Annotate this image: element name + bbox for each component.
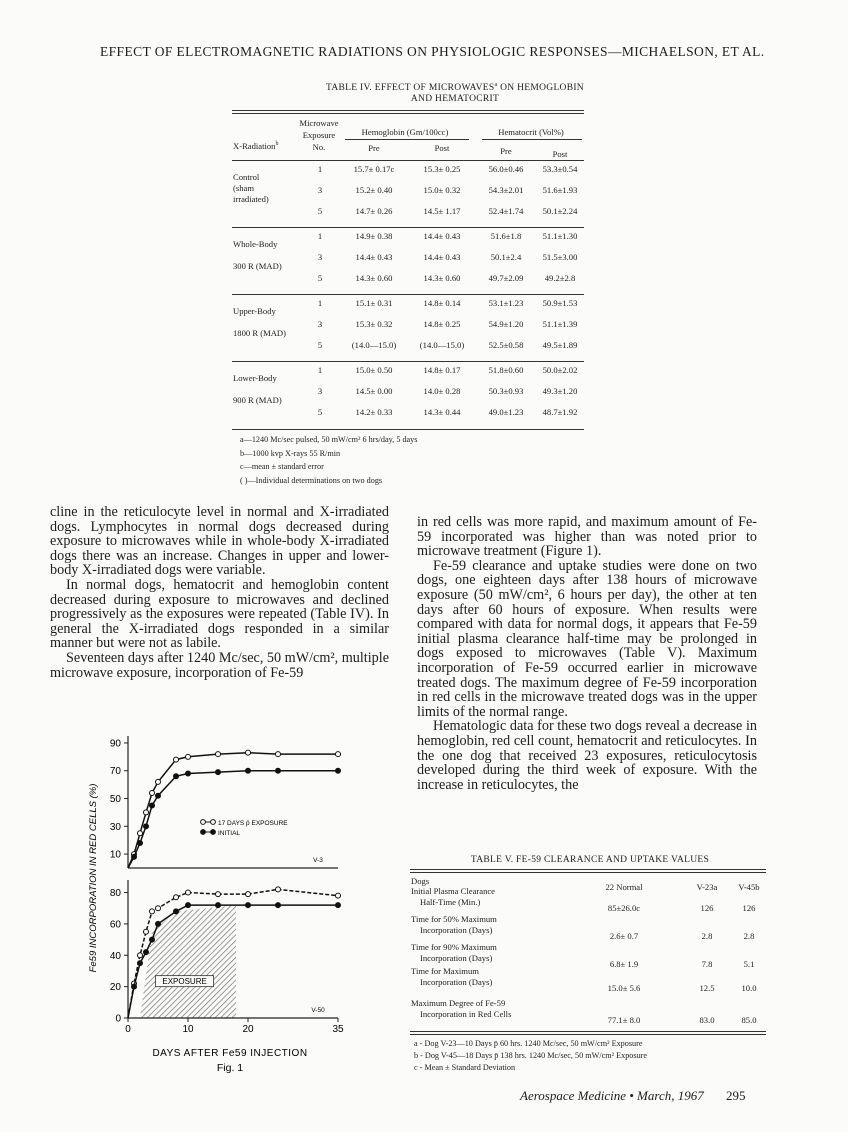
table4-group-label: Upper-Body — [233, 306, 276, 316]
table4-group-label: (sham — [233, 183, 255, 193]
table5-cell: 5.1 — [743, 959, 755, 969]
table5-cell: 126 — [700, 903, 714, 913]
table5-cell: 2.8 — [743, 931, 755, 941]
table5-row-label: Maximum Degree of Fe-59 — [411, 998, 506, 1008]
table4-cell: 14.7± 0.26 — [355, 206, 393, 216]
table4-cell: 3 — [317, 252, 323, 262]
table5-cell: 126 — [742, 903, 756, 913]
table5-footnotes — [414, 1038, 647, 1074]
table4-cell: 51.1±1.30 — [542, 231, 578, 241]
table5-row-label: Incorporation (Days) — [420, 953, 493, 963]
table5-row-label: Initial Plasma Clearance — [411, 886, 495, 896]
x-tick-label: 10 — [182, 1024, 194, 1035]
table5-col-header: 22 Normal — [605, 882, 643, 892]
table5-footnote-a: a - Dog V-23—10 Days p̄ 60 hrs. 1240 Mc/sec, 50 mW/cm² Exposure — [414, 1039, 643, 1048]
table4-cell: 5 — [317, 273, 323, 283]
y-axis-label: Fe59 INCORPORATION IN RED CELLS (%) — [88, 783, 99, 973]
table4-hct-pre: Pre — [500, 146, 512, 156]
exposure-label: EXPOSURE — [162, 977, 207, 987]
table4-cell: 1 — [317, 298, 323, 308]
table5-cell: 85±26.0c — [607, 903, 641, 913]
table4-cell: 51.1±1.39 — [542, 319, 578, 329]
table5-footnote-b: b - Dog V-45—18 Days p̄ 138 hrs. 1240 Mc/sec, 50 mW/cm² Exposure — [414, 1051, 648, 1060]
running-header: EFFECT OF ELECTROMAGNETIC RADIATIONS ON PHYSIOLOGIC RESPONSES—MICHAELSON, ET AL. — [100, 44, 765, 59]
table4-cell: 50.1±2.24 — [542, 206, 578, 216]
table4-subtitle: AND HEMATOCRIT — [410, 94, 500, 104]
table4-cell: 14.8± 0.17 — [423, 365, 461, 375]
table4-cell: 49.7±2.09 — [488, 273, 524, 283]
table5-title: TABLE V. FE-59 CLEARANCE AND UPTAKE VALUES — [470, 855, 710, 865]
table4-cell: 15.3± 0.25 — [423, 164, 461, 174]
table4-cell: 50.3±0.93 — [488, 386, 524, 396]
x-axis-label: DAYS AFTER Fe59 INJECTION — [152, 1048, 308, 1059]
table4-cell: 14.9± 0.38 — [355, 231, 393, 241]
table4-cell: 1 — [317, 365, 323, 375]
right-paragraph: in red cells was more rapid, and maximum amount of Fe-59 incorporated was higher than was noted prior to microwave treatment (Figure 1). — [417, 514, 757, 560]
table4-cell: 14.3± 0.60 — [423, 273, 461, 283]
table5-cell: 83.0 — [699, 1015, 715, 1025]
table4-cell: 1 — [317, 231, 323, 241]
table5-row-label: Incorporation (Days) — [420, 977, 493, 987]
table5-col-header: V-23a — [696, 882, 718, 892]
table5-cell: 7.8 — [701, 959, 713, 969]
table4-cell: 54.9±1.20 — [488, 319, 524, 329]
table4-cell: 51.8±0.60 — [488, 365, 524, 375]
table4-cell: 54.3±2.01 — [488, 185, 524, 195]
table4-cell: (14.0—15.0) — [419, 340, 465, 350]
table5-row-label: Time for Maximum — [411, 966, 479, 976]
table4-col-mw3: No. — [312, 142, 326, 152]
table4-cell: 14.4± 0.43 — [423, 231, 461, 241]
table4-hb-pre: Pre — [368, 143, 380, 153]
table5-col-header: V-45b — [738, 882, 760, 892]
table4-cell: 52.5±0.58 — [488, 340, 524, 350]
y-tick-label: 40 — [109, 950, 121, 962]
table4-cell: 3 — [317, 386, 323, 396]
table4-cell: 53.3±0.54 — [542, 164, 578, 174]
table5-cell: 2.8 — [701, 931, 713, 941]
table4-col-mw2: Exposure — [302, 130, 336, 140]
table4-cell: 5 — [317, 340, 323, 350]
table4-group-label: Lower-Body — [233, 373, 277, 383]
table4-cell: 14.2± 0.33 — [355, 407, 393, 417]
right-paragraph: Hematologic data for these two dogs reveal a decrease in hemoglobin, red cell count, hematocrit and reticulocytes. In the one dog that received 23 exposures, reticulocytosis developed during the third week of exposure. With the increase in reticulocytes, the — [417, 718, 757, 793]
table4-cell: 56.0±0.46 — [488, 164, 524, 174]
table4-cell: 14.3± 0.60 — [355, 273, 393, 283]
table4-cell: 50.1±2.4 — [490, 252, 522, 262]
table5-row-label: Incorporation in Red Cells — [420, 1009, 512, 1019]
table4-col-xrad: X-Radiation$^b$ — [233, 141, 279, 151]
table4-hct-post: Post — [552, 149, 568, 159]
y-tick-label: 90 — [109, 738, 121, 750]
left-paragraph: cline in the reticulocyte level in normal and X-irradiated dogs. Lymphocytes in normal dogs decreased during exposure to microwaves while in whole-body X-irradiated dogs there was an increase. Changes in upper and lower-body X-irradiated dogs were variable. — [50, 504, 389, 579]
table4-cell: 14.3± 0.44 — [423, 407, 461, 417]
table4-cell: 15.3± 0.32 — [355, 319, 393, 329]
table4-cell: 49.2±2.8 — [544, 273, 576, 283]
table4-cell: 14.8± 0.25 — [423, 319, 461, 329]
x-tick-label: 35 — [332, 1024, 344, 1035]
table4-cell: 14.0± 0.28 — [423, 386, 461, 396]
x-tick-label: 20 — [242, 1024, 254, 1035]
table5-cell: 10.0 — [741, 983, 757, 993]
table4-cell: 14.8± 0.14 — [423, 298, 461, 308]
table4-group-label: irradiated) — [233, 194, 269, 204]
table4-group-label: 300 R (MAD) — [233, 261, 282, 271]
table4-cell: 50.9±1.53 — [542, 298, 578, 308]
panel-label: V-50 — [311, 1007, 325, 1014]
table4-cell: 49.0±1.23 — [488, 407, 524, 417]
left-paragraph: Seventeen days after 1240 Mc/sec, 50 mW/cm², multiple microwave exposure, incorporation of Fe-59 — [50, 649, 389, 681]
table4-cell: 3 — [317, 185, 323, 195]
table4-col-hct: Hematocrit (Vol%) — [498, 127, 564, 137]
table4-col-mw1: Microwave — [299, 118, 339, 128]
y-tick-label: 20 — [109, 982, 121, 994]
journal-footer: Aerospace Medicine • March, 1967 — [520, 1088, 704, 1103]
table5-row-label: Time for 50% Maximum — [411, 914, 497, 924]
table5-cell: 85.0 — [741, 1015, 757, 1025]
table4-cell: 15.7± 0.17c — [353, 164, 395, 174]
table4-footnote-a: a—1240 Mc/sec pulsed, 50 mW/cm² 6 hrs/day, 5 days — [240, 435, 418, 444]
table4-cell: 51.6±1.93 — [542, 185, 578, 195]
table4-cell: 3 — [317, 319, 323, 329]
y-tick-label: 30 — [109, 821, 121, 833]
table4-footnote-d: ( )—Individual determinations on two dogs — [240, 475, 383, 485]
table4-cell: 49.3±1.20 — [542, 386, 578, 396]
table4-group-label: 1800 R (MAD) — [233, 328, 286, 338]
table5-row-label: Half-Time (Min.) — [420, 897, 481, 907]
table4-cell: 14.4± 0.43 — [355, 252, 393, 262]
table5-row-label: Time for 90% Maximum — [411, 942, 497, 952]
table4-cell: 5 — [317, 206, 323, 216]
table4-cell: 15.1± 0.31 — [355, 298, 393, 308]
table4-cell: 1 — [317, 164, 323, 174]
y-tick-label: 60 — [109, 919, 121, 931]
table4-cell: 51.5±3.00 — [542, 252, 578, 262]
table4-title: TABLE IV. EFFECT OF MICROWAVES$^a$ ON HEMOGLOBIN — [326, 82, 584, 94]
table5-cell: 15.0± 5.6 — [607, 983, 641, 993]
page-number: 295 — [726, 1088, 746, 1103]
table4-cell: 14.4± 0.43 — [423, 252, 461, 262]
table4-cell: 49.5±1.89 — [542, 340, 578, 350]
table4-cell: 53.1±1.23 — [488, 298, 524, 308]
table4-group-label: Control — [233, 172, 260, 182]
table5-col-dogs: Dogs — [411, 876, 430, 886]
table4-cell: 14.5± 1.17 — [423, 206, 461, 216]
table4-cell: 48.7±1.92 — [542, 407, 578, 417]
table5-row-label: Incorporation (Days) — [420, 925, 493, 935]
y-tick-label: 70 — [109, 766, 121, 778]
y-tick-label: 0 — [115, 1013, 121, 1025]
right-paragraph: Fe-59 clearance and uptake studies were done on two dogs, one eighteen days after 138 hours of microwave exposure (50 mW/cm², 6 hours per day), the other at ten days after 60 hours of exposure. When results were compared with data for normal dogs, it appears that Fe-59 initial plasma clearance half-time may be prolonged in dogs exposed to microwaves (Table V). Maximum incorporation of Fe-59 occurred earlier in microwave treated dogs. The maximum degree of Fe-59 incorporation in red cells in the microwave treated dogs was in the upper limits of the normal range. — [417, 557, 757, 720]
table4-cell: 52.4±1.74 — [488, 206, 524, 216]
table4-cell: 15.0± 0.32 — [423, 185, 461, 195]
table4-group-label: Whole-Body — [233, 239, 278, 249]
y-tick-label: 10 — [109, 849, 121, 861]
table5-cell: 77.1± 8.0 — [607, 1015, 641, 1025]
x-tick-label: 0 — [125, 1024, 131, 1035]
table4-cell: 14.5± 0.00 — [355, 386, 393, 396]
figure-caption: Fig. 1 — [216, 1062, 244, 1074]
y-tick-label: 80 — [109, 888, 121, 900]
table4-group-label: 900 R (MAD) — [233, 395, 282, 405]
table4-footnote-c: c—mean ± standard error — [240, 462, 324, 471]
y-tick-label: 50 — [109, 794, 121, 806]
table4-hb-post: Post — [434, 143, 450, 153]
legend-filled-label: INITIAL — [218, 830, 241, 837]
table5-cell: 12.5 — [699, 983, 715, 993]
table5-footnote-c: c - Mean ± Standard Deviation — [414, 1063, 516, 1072]
table4-cell: 51.6±1.8 — [490, 231, 522, 241]
table5-cell: 2.6± 0.7 — [609, 931, 639, 941]
table4-cell: 50.0±2.02 — [542, 365, 578, 375]
legend-open-label: 17 DAYS p̄ EXPOSURE — [218, 820, 288, 827]
table4-cell: 15.0± 0.50 — [355, 365, 393, 375]
table5-cell: 6.8± 1.9 — [609, 959, 639, 969]
table4-col-hb: Hemoglobin (Gm/100cc) — [361, 127, 449, 137]
table4-cell: 15.2± 0.40 — [355, 185, 393, 195]
table4-footnote-b: b—1000 kvp X-rays 55 R/min — [240, 448, 341, 458]
panel-label: V-3 — [313, 857, 323, 864]
table4-cell: 5 — [317, 407, 323, 417]
left-paragraph: In normal dogs, hematocrit and hemoglobin content decreased during exposure to microwaves and declined progressively as the exposures were repeated (Table IV). In general the X-irradiated dogs responded in a similar manner but were not as labile. — [50, 576, 389, 652]
table4-cell: (14.0—15.0) — [351, 340, 397, 350]
